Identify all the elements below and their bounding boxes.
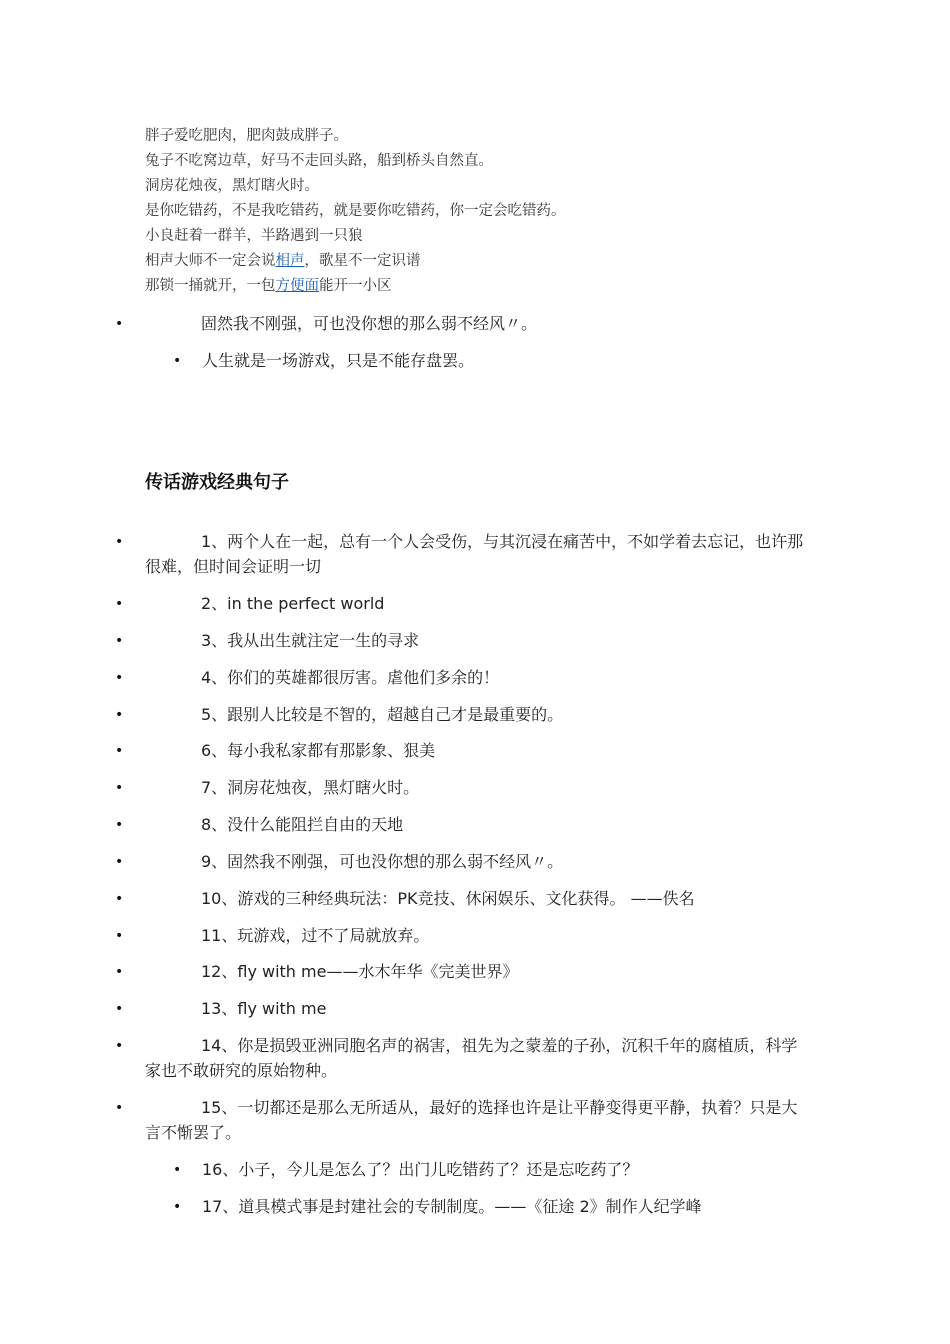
- bullet-icon: •: [115, 891, 124, 907]
- bullet-icon: •: [115, 1038, 124, 1054]
- list-item: [145, 849, 810, 874]
- list-item-text: 14、你是损毁亚洲同胞名声的祸害，祖先为之蒙羞的子孙，沉积千年的腐植质，科学家也不敢研究的原始物种。: [145, 1036, 798, 1080]
- bullet-icon: •: [115, 817, 124, 833]
- list-item: [145, 738, 810, 763]
- list-item-text: 7、洞房花烛夜，黑灯瞎火时。: [201, 778, 420, 797]
- list-item-text: 8、没什么能阻拦自由的天地: [201, 815, 404, 834]
- list-item-text: 13、fly with me: [201, 999, 327, 1018]
- bullet-icon: •: [115, 1100, 124, 1116]
- list-item: 16、小子，今儿是怎么了？出门儿吃错药了？还是忘吃药了？: [202, 1160, 639, 1179]
- list-item: [145, 886, 810, 911]
- bullet-icon: •: [115, 928, 124, 944]
- bullet-icon: •: [115, 780, 124, 796]
- intro-text: 能开一小区: [319, 278, 392, 294]
- list-item-text: 2、in the perfect world: [201, 594, 385, 613]
- list-item: [145, 812, 810, 837]
- list-item-text: 10、游戏的三种经典玩法：PK竞技、休闲娱乐、文化获得。 ——佚名: [201, 889, 695, 908]
- list-item: [145, 628, 810, 653]
- bullet-icon: •: [115, 534, 124, 550]
- bullet-icon: •: [173, 1162, 182, 1178]
- list-item-text: 4、你们的英雄都很厉害。虐他们多余的！: [201, 668, 500, 687]
- section-heading: 传话游戏经典句子: [145, 472, 289, 493]
- intro-text: ，歌星不一定识谱: [304, 253, 421, 269]
- list-item: 17、道具模式事是封建社会的专制制度。——《征途 2》制作人纪学峰: [202, 1197, 702, 1216]
- list-item-text: 6、每小我私家都有那影象、狠美: [201, 741, 436, 760]
- intro-text: 相声大师不一定会说: [145, 253, 276, 269]
- list-item-text: 11、玩游戏，过不了局就放弃。: [201, 926, 430, 945]
- list-item: [145, 959, 810, 984]
- intro-line-with-link: [145, 251, 421, 271]
- intro-line: 兔子不吃窝边草，好马不走回头路，船到桥头自然直。: [145, 153, 493, 169]
- intro-line: 小良赶着一群羊，半路遇到一只狼: [145, 228, 363, 244]
- xiangsheng-link[interactable]: 相声: [275, 253, 305, 269]
- list-item: [145, 1033, 810, 1083]
- list-item-text: 12、fly with me——水木年华《完美世界》: [201, 962, 519, 981]
- bullet-icon: •: [115, 670, 124, 686]
- list-item: [145, 996, 810, 1021]
- list-item: 人生就是一场游戏，只是不能存盘罢。: [202, 351, 475, 370]
- intro-text: 那锁一捅就开，一包: [145, 278, 276, 294]
- list-item-text: 1、两个人在一起，总有一个人会受伤，与其沉浸在痛苦中，不如学着去忘记，也许那很难，但时间会证明一切: [145, 532, 804, 576]
- list-item: [145, 1095, 810, 1145]
- intro-line: 是你吃错药，不是我吃错药，就是要你吃错药，你一定会吃错药。: [145, 203, 566, 219]
- bullet-icon: •: [115, 707, 124, 723]
- instant-noodles-link[interactable]: 方便面: [275, 278, 319, 294]
- bullet-icon: •: [173, 353, 182, 369]
- list-item-text: 5、跟别人比较是不智的，超越自己才是最重要的。: [201, 705, 564, 724]
- bullet-icon: •: [173, 1199, 182, 1215]
- list-item: [145, 529, 810, 579]
- bullet-icon: •: [115, 743, 124, 759]
- intro-line: 洞房花烛夜，黑灯瞎火时。: [145, 178, 319, 194]
- list-item: [145, 591, 810, 616]
- intro-line-with-link: [145, 276, 392, 296]
- bullet-icon: •: [115, 964, 124, 980]
- list-item-text: 15、一切都还是那么无所适从，最好的选择也许是让平静变得更平静，执着？只是大言不惭罢了。: [145, 1098, 798, 1142]
- list-item: [145, 311, 810, 336]
- list-item-text: 9、固然我不刚强，可也没你想的那么弱不经风〃。: [201, 852, 564, 871]
- list-item: [145, 702, 810, 727]
- bullet-icon: •: [115, 316, 124, 332]
- list-item-text: 3、我从出生就注定一生的寻求: [201, 631, 420, 650]
- list-item: [145, 665, 810, 690]
- bullet-icon: •: [115, 1001, 124, 1017]
- intro-line: 胖子爱吃肥肉，肥肉鼓成胖子。: [145, 128, 348, 144]
- bullet-icon: •: [115, 633, 124, 649]
- bullet-icon: •: [115, 596, 124, 612]
- list-item: [145, 775, 810, 800]
- bullet-icon: •: [115, 854, 124, 870]
- list-item-text: 固然我不刚强，可也没你想的那么弱不经风〃。: [201, 314, 538, 333]
- list-item: [145, 923, 810, 948]
